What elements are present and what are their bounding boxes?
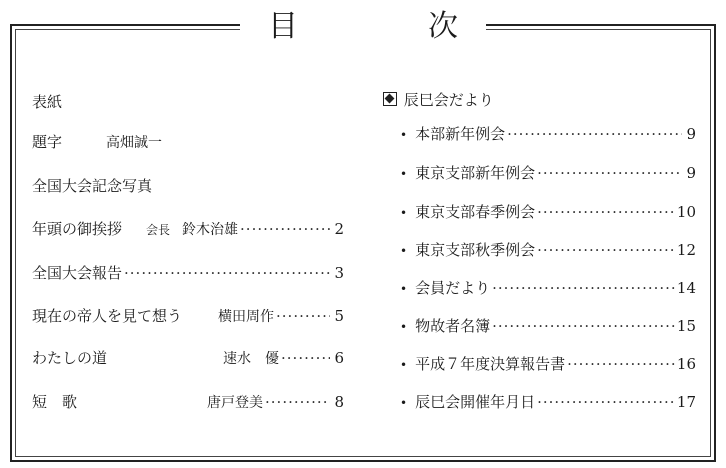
entry-title: 表紙 <box>32 93 63 111</box>
entry-page: 12 <box>676 241 696 259</box>
leader-dots <box>537 241 675 259</box>
toc-entry-report <box>32 264 344 282</box>
heading-char-1: 目 <box>268 9 298 44</box>
entry-role: 会長 <box>146 223 171 237</box>
entry-title: 題字 <box>32 133 63 151</box>
entry-title: 全国大会記念写真 <box>32 177 153 195</box>
entry-page: 9 <box>686 164 696 182</box>
leader-dots <box>507 125 682 143</box>
toc-entry-r5 <box>400 279 696 298</box>
toc-entry-r7 <box>400 355 696 374</box>
entry-page: 2 <box>334 220 344 238</box>
toc-entry-teijin <box>32 307 344 326</box>
entry-title: 東京支部秋季例会 <box>415 241 536 259</box>
toc-entry-photo <box>32 177 344 195</box>
toc-entry-cover <box>32 93 344 111</box>
toc-heading <box>240 10 486 44</box>
bullet-icon: • <box>400 358 408 372</box>
toc-entry-r3 <box>400 203 696 222</box>
entry-title: 本部新年例会 <box>415 125 506 143</box>
entry-title: 年頭の御挨拶 <box>32 220 123 238</box>
entry-author: 速水 優 <box>223 351 280 367</box>
entry-author: 横田周作 <box>218 309 275 325</box>
entry-title: 全国大会報告 <box>32 264 123 282</box>
entry-title: 短 歌 <box>32 393 78 411</box>
leader-dots <box>492 317 675 335</box>
entry-page: 15 <box>676 317 696 335</box>
entry-title: 平成７年度決算報告書 <box>415 355 566 373</box>
bullet-icon: • <box>400 320 408 334</box>
entry-title: 会員だより <box>415 279 491 297</box>
bullet-icon: • <box>400 282 408 296</box>
toc-entry-tanka <box>32 393 344 412</box>
leader-dots <box>240 220 330 238</box>
leader-dots <box>281 349 330 367</box>
entry-title: 東京支部新年例会 <box>415 164 536 182</box>
entry-page: 16 <box>676 355 696 373</box>
leader-dots <box>537 393 675 411</box>
leader-dots <box>265 393 330 411</box>
bullet-icon: • <box>400 128 408 142</box>
section-title: 辰巳会だより <box>403 91 494 109</box>
heading-char-2: 次 <box>428 9 458 44</box>
section-header-tatsumi <box>383 91 494 109</box>
entry-author: 高畑誠一 <box>106 135 163 151</box>
entry-title: 現在の帝人を見て想う <box>32 307 183 325</box>
leader-dots <box>537 203 675 221</box>
toc-entry-my-way <box>32 349 344 368</box>
entry-page: 8 <box>334 393 344 411</box>
leader-dots <box>537 164 682 182</box>
entry-page: 14 <box>676 279 696 297</box>
entry-title: 東京支部春季例会 <box>415 203 536 221</box>
leader-dots <box>567 355 675 373</box>
entry-page: 6 <box>334 349 344 367</box>
entry-author: 鈴木治雄 <box>182 222 239 238</box>
entry-author: 唐戸登美 <box>207 395 264 411</box>
bullet-icon: • <box>400 167 408 181</box>
entry-title: 物故者名簿 <box>415 317 491 335</box>
toc-entry-r8 <box>400 393 696 412</box>
bullet-icon: • <box>400 396 408 410</box>
leader-dots <box>124 264 330 282</box>
entry-title: わたしの道 <box>32 349 108 367</box>
toc-entry-r1 <box>400 125 696 144</box>
bullet-icon: • <box>400 206 408 220</box>
bullet-icon: • <box>400 244 408 258</box>
entry-page: 3 <box>334 264 344 282</box>
leader-dots <box>276 307 330 325</box>
toc-entry-r6 <box>400 317 696 336</box>
diamond-box-icon <box>383 92 397 106</box>
entry-page: 9 <box>686 125 696 143</box>
toc-entry-calligraphy <box>32 133 344 152</box>
entry-page: 10 <box>676 203 696 221</box>
entry-page: 17 <box>676 393 696 411</box>
toc-entry-r4 <box>400 241 696 260</box>
entry-title: 辰巳会開催年月日 <box>415 393 536 411</box>
entry-page: 5 <box>334 307 344 325</box>
toc-entry-r2 <box>400 164 696 183</box>
leader-dots <box>492 279 675 297</box>
toc-entry-greeting <box>32 220 344 239</box>
